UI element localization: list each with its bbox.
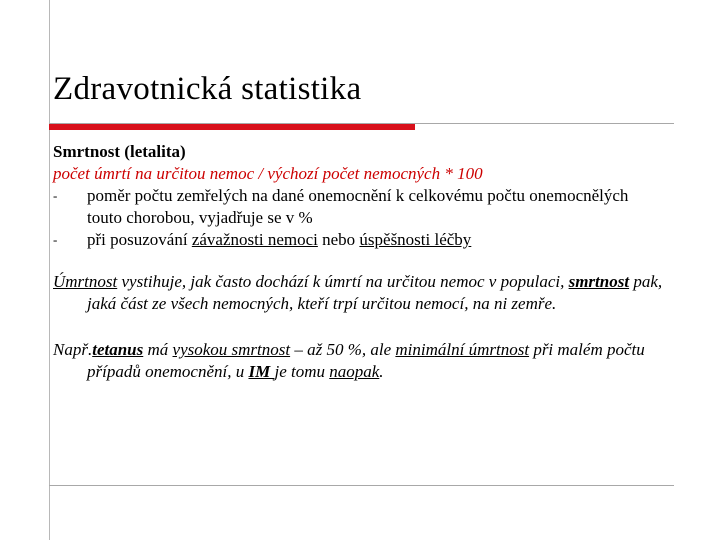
bullet-item-2 [53, 229, 663, 251]
term-smrtnost: smrtnost [568, 272, 630, 291]
bullet-text-1: poměr počtu zemřelých na dané onemocnění k celkovému počtu onemocnělých touto chorobou, vyjadřuje se v % [87, 186, 629, 227]
example-reverse: naopak [329, 362, 380, 381]
bottom-rule [49, 485, 674, 486]
bullet-text-2-success: úspěšnosti léčby [359, 230, 472, 249]
bullet-dash: - [53, 188, 58, 203]
spacer [53, 251, 663, 271]
paragraph-mortality [53, 271, 663, 315]
bullet-item-1 [53, 185, 663, 229]
term-umrtnost: Úmrtnost [53, 272, 118, 291]
section-heading: Smrtnost (letalita) [53, 142, 186, 161]
formula-text: počet úmrtí na určitou nemoc / výchozí počet nemocných * 100 [53, 164, 483, 183]
paragraph-example [53, 339, 663, 383]
spacer [53, 315, 663, 339]
paragraph-mortality-text2: pak, jaká část ze všech nemocných, kteří trpí určitou nemocí, na ni zemře. [87, 272, 663, 313]
term-tetanus: tetanus [92, 340, 144, 359]
example-text3: při malém počtu případů onemocnění, u [87, 340, 645, 381]
slide-title: Zdravotnická statistika [53, 71, 362, 107]
paragraph-mortality-text1: vystihuje, jak často dochází k úmrtí na určitou nemoc v populaci, [117, 272, 569, 291]
term-im: IM [248, 362, 275, 381]
example-high-lethality: vysokou smrtnost [172, 340, 291, 359]
example-end: . [379, 362, 384, 381]
slide-body [53, 141, 663, 383]
bullet-text-2-prefix: při posuzování [87, 230, 192, 249]
bullet-text-2-severity: závažnosti nemoci [191, 230, 318, 249]
example-text4: je tomu [274, 362, 330, 381]
example-prefix: Např. [53, 340, 93, 359]
bullet-text-2-middle: nebo [317, 230, 360, 249]
example-text1: má [143, 340, 173, 359]
left-frame-line [49, 0, 50, 540]
title-underline-red [49, 124, 415, 130]
example-min-mortality: minimální úmrtnost [395, 340, 530, 359]
example-text2: – až 50 %, ale [290, 340, 396, 359]
bullet-dash: - [53, 232, 58, 247]
